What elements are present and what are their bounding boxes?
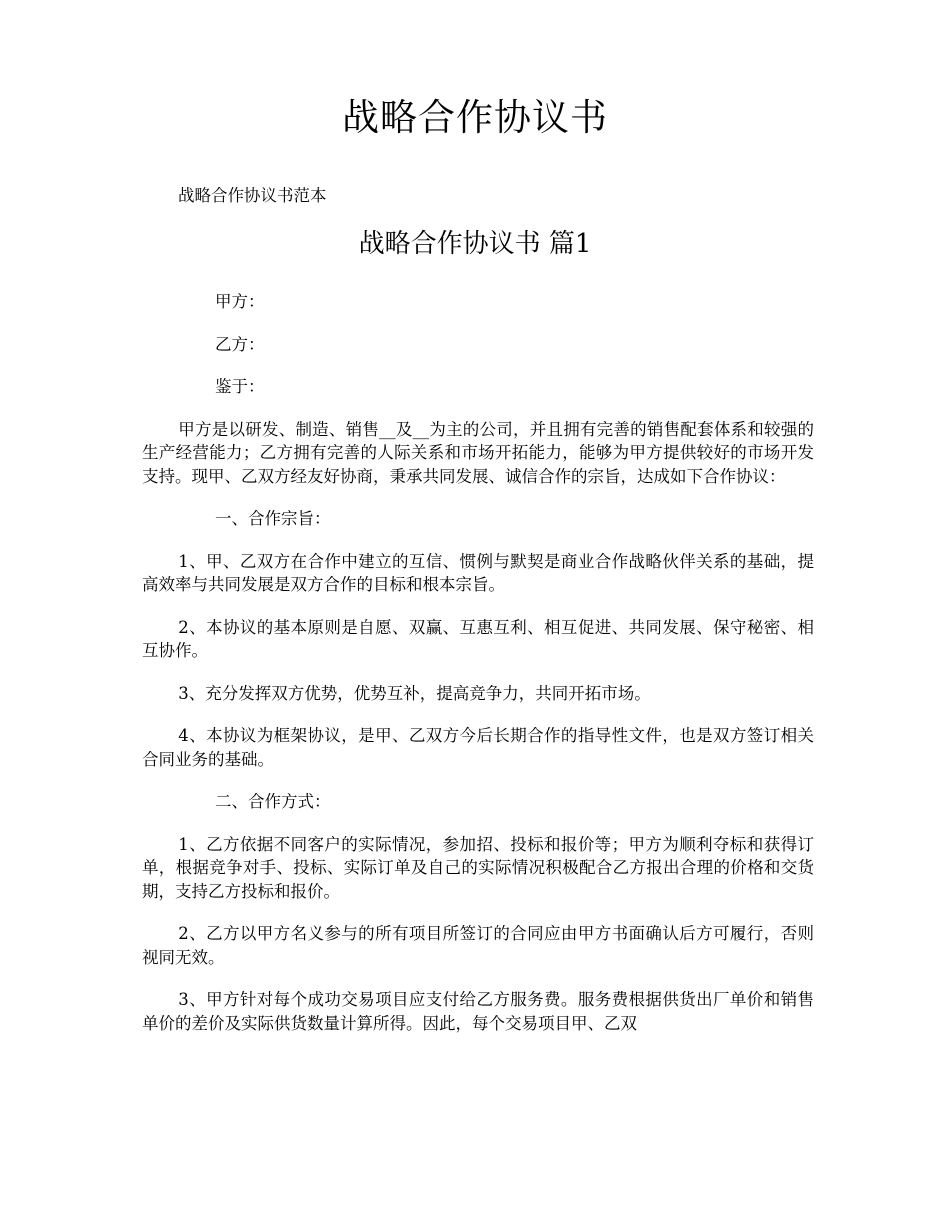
- section-heading-purpose: 一、合作宗旨：: [215, 509, 331, 528]
- purpose-clause-1: 1、甲、乙双方在合作中建立的互信、惯例与默契是商业合作战略伙伴关系的基础，提高效率与共同发展是双方合作的目标和根本宗旨。: [142, 551, 814, 594]
- purpose-clause-3: 3、充分发挥双方优势，优势互补，提高竞争力，共同开拓市场。: [178, 683, 651, 703]
- party-a-label: 甲方：: [215, 292, 265, 311]
- document-body: [142, 290, 814, 1054]
- purpose-clause-4: 4、本协议为框架协议，是甲、乙双方今后长期合作的指导性文件，也是双方签订相关合同业务的基础。: [142, 726, 814, 769]
- method-clause-3: 3、甲方针对每个成功交易项目应支付给乙方服务费。服务费根据供货出厂单价和销售单价的差价及实际供货数量计算所得。因此，每个交易项目甲、乙双: [142, 990, 814, 1033]
- whereas-label: 鉴于：: [215, 377, 265, 396]
- party-b-label: 乙方：: [215, 334, 265, 354]
- document-title: 战略合作协议书: [342, 96, 608, 139]
- method-clause-1: 1、乙方依据不同客户的实际情况，参加招、投标和报价等；甲方为顺利夺标和获得订单，根据竞争对手、投标、实际订单及自己的实际情况积极配合乙方报出合理的价格和交货期，支持乙方投标和报价。: [142, 834, 814, 901]
- purpose-clause-2: 2、本协议的基本原则是自愿、双赢、互惠互利、相互促进、共同发展、保守秘密、相互协作。: [142, 617, 814, 660]
- section-title: 战略合作协议书 篇1: [358, 229, 592, 259]
- section-heading-method: 二、合作方式：: [215, 792, 331, 811]
- preamble-paragraph: 甲方是以研发、制造、销售__及__为主的公司，并且拥有完善的销售配套体系和较强的生产经营能力；乙方拥有完善的人际关系和市场开拓能力，能够为甲方提供较好的市场开发支持。现甲、乙双方经友好协商，秉承共同发展、诚信合作的宗旨，达成如下合作协议：: [142, 419, 814, 486]
- document-subtitle: 战略合作协议书范本: [178, 186, 327, 205]
- method-clause-2: 2、乙方以甲方名义参与的所有项目所签订的合同应由甲方书面确认后方可履行，否则视同无效。: [142, 924, 814, 967]
